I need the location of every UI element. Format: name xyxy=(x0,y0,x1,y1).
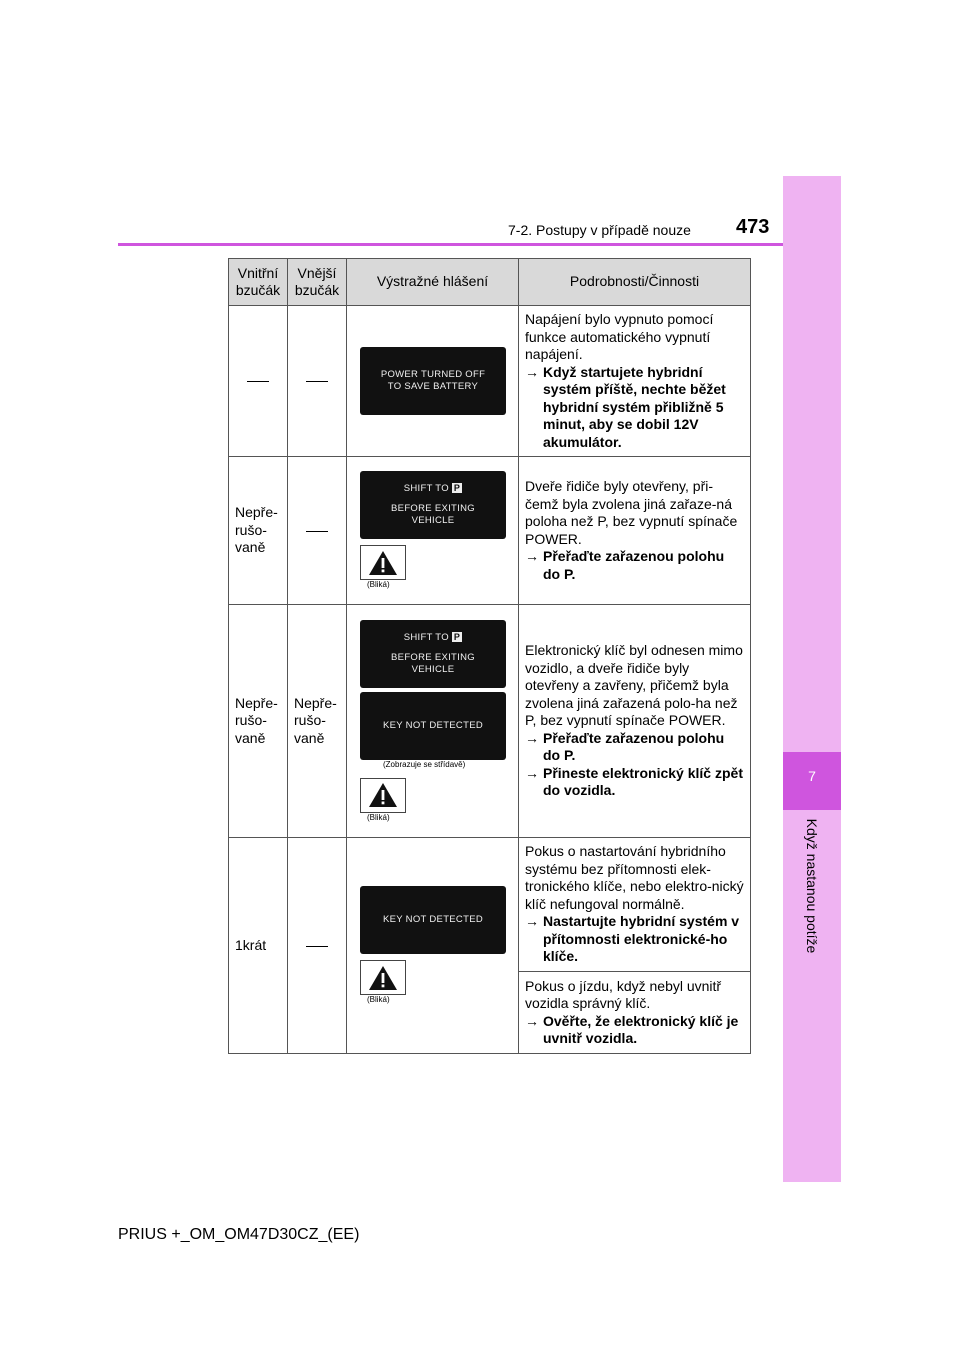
warning-table xyxy=(228,258,751,1054)
action-item: → Přeřaďte zařazenou polohu do P. xyxy=(525,548,725,582)
page-number: 473 xyxy=(736,216,770,238)
park-badge: P xyxy=(453,483,461,493)
external-buzzer-cell xyxy=(288,457,347,605)
document-id: PRIUS +_OM_OM47D30CZ_(EE) xyxy=(118,1226,360,1243)
display-line: SHIFT TO P xyxy=(403,631,461,643)
display-line: TO SAVE BATTERY xyxy=(387,381,479,392)
blink-caption: (Bliká) xyxy=(367,812,390,822)
action-item: → Přeřaďte zařazenou polohu do P. xyxy=(525,729,725,764)
table-row xyxy=(229,306,751,457)
details-cell xyxy=(519,605,751,838)
blink-caption: (Bliká) xyxy=(367,580,390,589)
table-header-row xyxy=(229,259,751,306)
display-line: POWER TURNED OFF xyxy=(380,369,486,380)
action-item: → Když startujete hybridní systém příště, nechte běžet hybridní systém přibližně 5 minut, aby se dobil 12V akumulátor. xyxy=(525,363,726,450)
chapter-side-tab xyxy=(783,176,841,1182)
action-item: → Nastartujte hybridní systém v přítomnosti elektronické-ho klíče. xyxy=(525,913,740,965)
warning-display-cell xyxy=(347,605,519,838)
alternating-caption: (Zobrazuje se střídavě) xyxy=(383,759,466,769)
display-screen xyxy=(360,620,506,688)
display-line: SHIFT TO P xyxy=(403,483,461,494)
warning-display-cell xyxy=(347,838,519,1054)
display-line: BEFORE EXITING xyxy=(391,651,475,663)
table-row xyxy=(229,605,751,838)
header-rule xyxy=(118,243,783,246)
chapter-number: 7 xyxy=(808,768,816,784)
chapter-title: Když nastanou potíže xyxy=(804,818,820,954)
action-item: → Ověřte, že elektronický klíč je uvnitř vozidla. xyxy=(525,1012,739,1046)
display-screen xyxy=(360,886,506,954)
display-line: KEY NOT DETECTED xyxy=(383,914,483,925)
section-title: 7-2. Postupy v případě nouze xyxy=(508,222,691,238)
header-internal-buzzer: Vnitřní bzučák xyxy=(229,259,288,306)
warning-triangle-icon xyxy=(360,545,406,580)
details-cell xyxy=(519,306,751,457)
action-item: → Přineste elektronický klíč zpět do vozidla. xyxy=(525,764,743,799)
internal-buzzer-cell xyxy=(229,306,288,457)
warning-triangle-icon xyxy=(360,778,406,813)
display-line: VEHICLE xyxy=(411,515,455,526)
external-buzzer-cell xyxy=(288,838,347,1054)
internal-buzzer-cell: Nepře- rušo- vaně xyxy=(229,457,288,605)
warning-triangle-icon xyxy=(360,960,406,995)
warning-display-cell xyxy=(347,457,519,605)
display-screen xyxy=(360,471,506,539)
header-warning-message: Výstražné hlášení xyxy=(347,259,519,306)
display-line: KEY NOT DETECTED xyxy=(383,719,483,731)
display-line: BEFORE EXITING xyxy=(391,503,475,514)
table-row xyxy=(229,838,751,972)
table-row xyxy=(229,457,751,605)
internal-buzzer-cell: 1krát xyxy=(229,838,288,1054)
display-line: VEHICLE xyxy=(411,663,455,675)
details-cell xyxy=(519,972,751,1054)
details-text: Elektronický klíč byl odnesen mimo vozidlo, a dveře řidiče byly otevřeny a zavřeny, přičemž byla zvolena jiná zařazená polo-ha než P, bez vypnutí spínače POWER. xyxy=(525,642,743,729)
details-text: Napájení bylo vypnuto pomocí funkce automatického vypnutí napájení. xyxy=(525,311,714,362)
header-external-buzzer: Vnější bzučák xyxy=(288,259,347,306)
display-screen xyxy=(360,347,506,415)
warning-display-cell xyxy=(347,306,519,457)
blink-caption: (Bliká) xyxy=(367,995,390,1004)
park-badge: P xyxy=(453,631,461,642)
display-screen xyxy=(360,692,506,760)
details-text: Dveře řidiče byly otevřeny, při-čemž byla zvolena jiná zařaze-ná poloha než P, bez vypnutí spínače POWER. xyxy=(525,478,738,547)
external-buzzer-cell: Nepře- rušo- vaně xyxy=(288,605,347,838)
details-text: Pokus o jízdu, když nebyl uvnitř vozidla správný klíč. xyxy=(525,977,722,1011)
external-buzzer-cell xyxy=(288,306,347,457)
internal-buzzer-cell: Nepře- rušo- vaně xyxy=(229,605,288,838)
details-cell xyxy=(519,457,751,605)
details-cell xyxy=(519,838,751,972)
header-details: Podrobnosti/Činnosti xyxy=(519,259,751,306)
details-text: Pokus o nastartování hybridního systému bez přítomnosti elek-tronického klíče, nebo elektro-nický klíč nefungoval normálně. xyxy=(525,843,744,912)
